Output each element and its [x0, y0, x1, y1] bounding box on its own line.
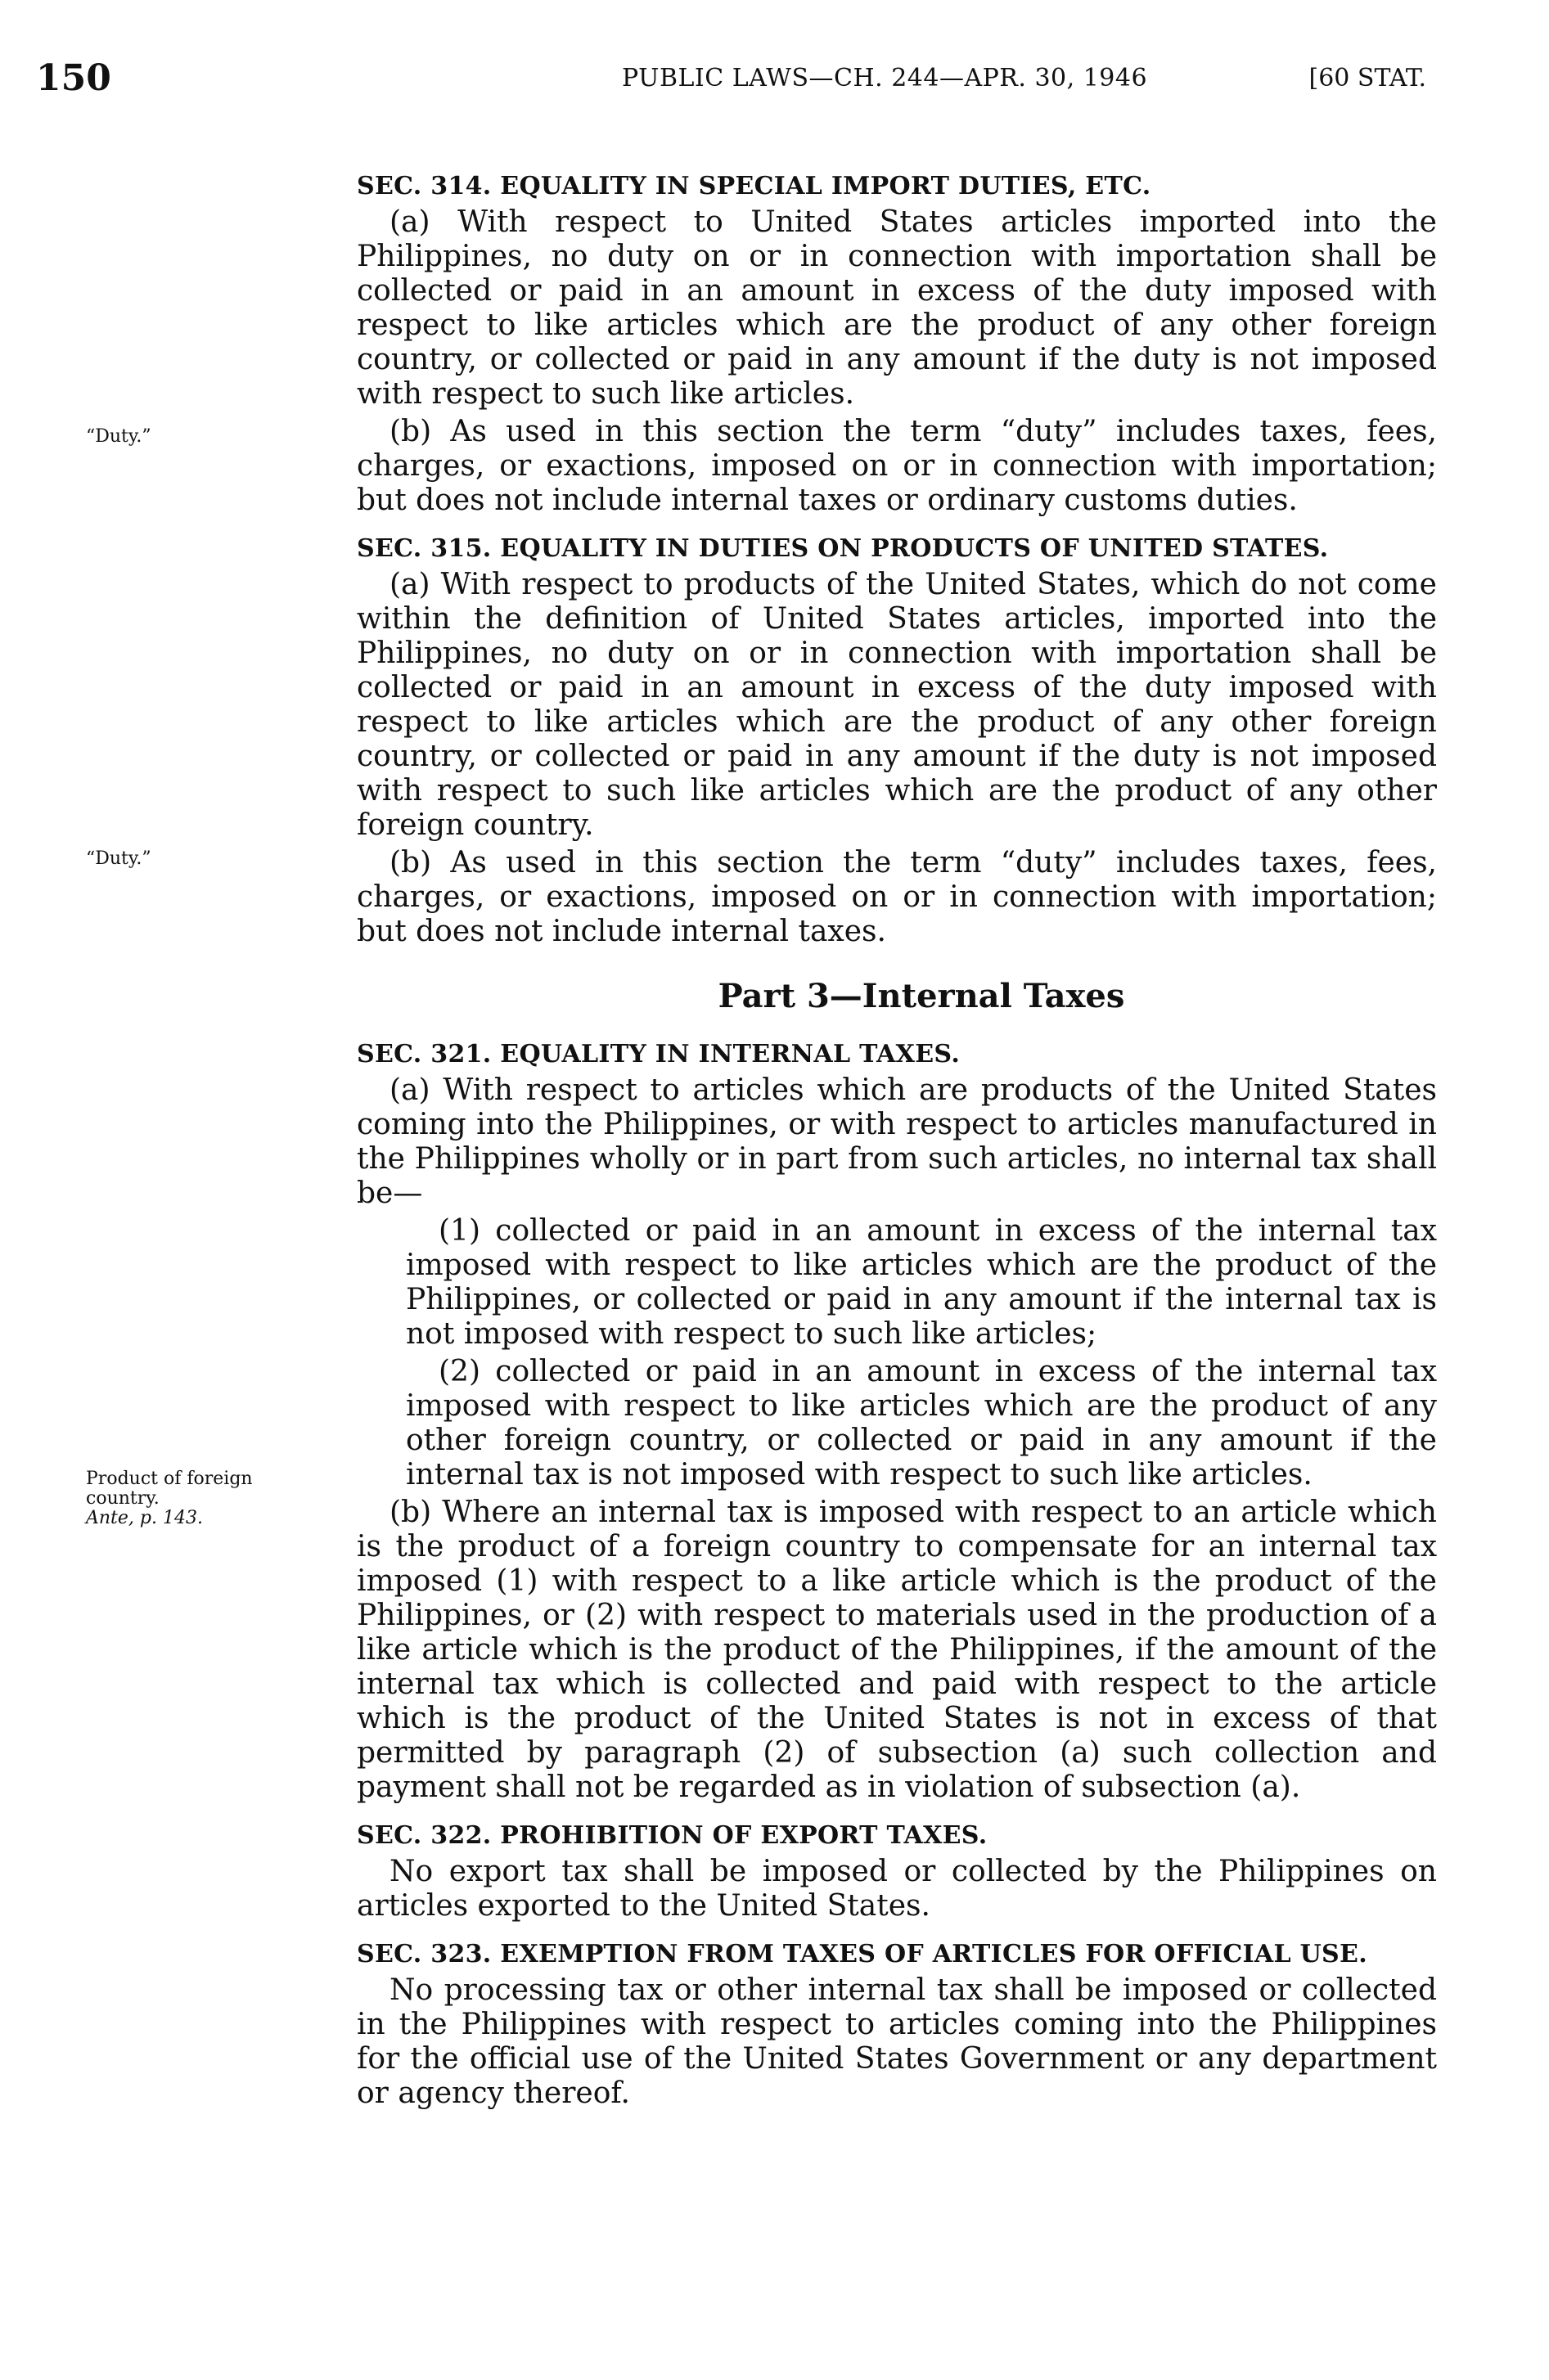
margin-note-duty-1: “Duty.”: [86, 426, 151, 447]
margin-note-line: country.: [86, 1488, 160, 1509]
main-text: [357, 172, 1437, 2114]
margin-note-line: Product of foreign: [86, 1469, 253, 1489]
section-321-heading: SEC. 321. EQUALITY IN INTERNAL TAXES.: [357, 1040, 961, 1069]
section-314-heading: SEC. 314. EQUALITY IN SPECIAL IMPORT DUTIES, ETC.: [357, 172, 1151, 200]
section-315-paragraph-b: (b) As used in this section the term “duty” includes taxes, fees, charges, or exactions, imposed on or in connection with importation; but does not include internal taxes.: [357, 846, 1437, 948]
section-323-text: No processing tax or other internal tax shall be imposed or collected in the Philippines with respect to articles coming into the Philippines for the official use of the United States Government or any department or agency thereof.: [357, 1973, 1437, 2110]
section-315-heading: SEC. 315. EQUALITY IN DUTIES ON PRODUCTS OF UNITED STATES.: [357, 534, 1329, 563]
page-number: 150: [36, 57, 111, 99]
section-323-heading: SEC. 323. EXEMPTION FROM TAXES OF ARTICLES FOR OFFICIAL USE.: [357, 1940, 1367, 1968]
section-321-paragraph-b: (b) Where an internal tax is imposed with respect to an article which is the product of a foreign country to compensate for an internal tax imposed (1) with respect to a like article which is the product of the Philippines, or (2) with respect to materials used in the production of a like article which is the product of the Philippines, if the amount of the internal tax which is collected and paid with respect to the article which is the product of the United States is not in excess of that permitted by paragraph (2) of subsection (a) such collection and payment shall not be regarded as in violation of subsection (a).: [357, 1496, 1437, 1804]
running-title: PUBLIC LAWS—CH. 244—APR. 30, 1946: [622, 64, 1148, 92]
section-315-paragraph-a: (a) With respect to products of the United States, which do not come within the definition of United States articles, imported into the Philippines, no duty on or in connection with importation shall be collected or paid in an amount in excess of the duty imposed with respect to like articles which are the product of any other foreign country, or collected or paid in any amount if the duty is not imposed with respect to such like articles which are the product of any other foreign country.: [357, 568, 1437, 842]
margin-note-product-of-foreign-country: [86, 1469, 340, 1528]
volume-reference: [60 STAT.: [1308, 64, 1426, 92]
margin-note-duty-2: “Duty.”: [86, 848, 151, 869]
page-header: [0, 57, 1549, 115]
part-3-heading: Part 3—Internal Taxes: [718, 977, 1125, 1015]
section-321-clause-2: (2) collected or paid in an amount in excess of the internal tax imposed with respect to like articles which are the product of any other foreign country, or collected or paid in any amount if the internal tax is not imposed with respect to such like articles.: [406, 1355, 1437, 1491]
section-322-text: No export tax shall be imposed or collected by the Philippines on articles exported to the United States.: [357, 1855, 1437, 1923]
section-314-paragraph-b: (b) As used in this section the term “duty” includes taxes, fees, charges, or exactions, imposed on or in connection with importation; but does not include internal taxes or ordinary customs duties.: [357, 415, 1437, 517]
section-321-clause-1: (1) collected or paid in an amount in excess of the internal tax imposed with respect to like articles which are the product of the Philippines, or collected or paid in any amount if the internal tax is not imposed with respect to such like articles;: [406, 1214, 1437, 1351]
section-322-heading: SEC. 322. PROHIBITION OF EXPORT TAXES.: [357, 1821, 988, 1850]
section-321-paragraph-a: (a) With respect to articles which are products of the United States coming into the Philippines, or with respect to articles manufactured in the Philippines wholly or in part from such articles, no internal tax shall be—: [357, 1073, 1437, 1210]
section-314-paragraph-a: (a) With respect to United States articles imported into the Philippines, no duty on or in connection with importation shall be collected or paid in an amount in excess of the duty imposed with respect to like articles which are the product of any other foreign country, or collected or paid in any amount if the duty is not imposed with respect to such like articles.: [357, 205, 1437, 411]
margin-note-cross-reference: Ante, p. 143.: [86, 1508, 203, 1528]
